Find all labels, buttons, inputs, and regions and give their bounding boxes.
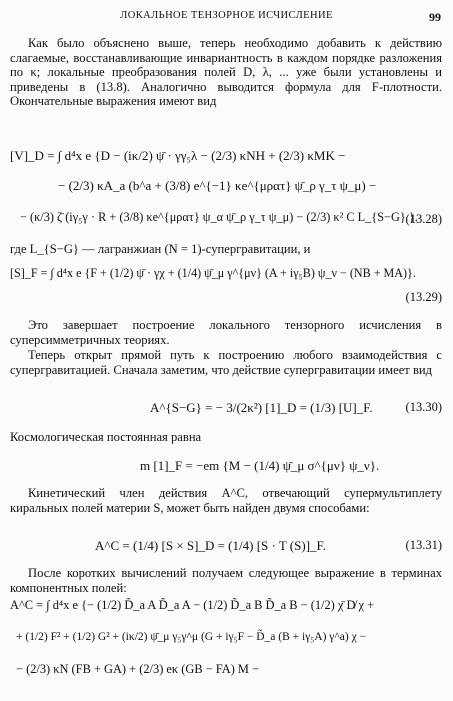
paragraph-text: Космологическая постоянная равна: [10, 430, 202, 444]
equation-line: + (1/2) F² + (1/2) G² + (iκ/2) ψ̄_μ γ₅γ^μ (G + iγ₅F − D̃_a (B + iγ₅A) γ^a) χ −: [16, 631, 367, 643]
paragraph-text: Кинетический член действия A^C, отвечающий супермультиплету киральных полей материи S, может быть найден двумя способами:: [10, 486, 442, 515]
equation-13-28: [10, 148, 442, 238]
equation-number: (13.28): [405, 212, 442, 226]
paragraph-intro: [10, 36, 442, 109]
page-header: [0, 10, 453, 28]
equation-line: − (κ/3) ζ̄ (iγ₅γ · R + (3/8) κe^{μρατ} ψ_α ψ̄_ρ γ_τ ψ_μ) − (2/3) κ² C L_{S−G} }.: [20, 210, 418, 224]
page-number: 99: [429, 10, 441, 24]
equation-line: [S]_F = ∫ d⁴x e {F + (1/2) ψ̄ · γχ + (1/4) ψ̄_μ γ^{μν} (A + iγ₅B) ψ_ν − (NB + MA)}.: [10, 266, 416, 280]
running-head: ЛОКАЛЬНОЕ ТЕНЗОРНОЕ ИСЧИСЛЕНИЕ: [120, 10, 333, 21]
equation-cosmological: [10, 458, 442, 473]
paragraph-components: [10, 566, 442, 595]
equation-line: − (2/3) κA_a (b^a + (3/8) e^{−1} κe^{μρατ} ψ̄_ρ γ_τ ψ_μ) −: [58, 178, 377, 193]
paragraph-text: Теперь открыт прямой путь к построению любого взаимодействия с супергравитацией. Сначала заметим, что действие супергравитации имеет вид: [10, 348, 442, 377]
equation-line: A^C = ∫ d⁴x e {− (1/2) D̃_a A D̃_a A − (1/2) D̃_a B D̃_a B − (1/2) χ̄ D̸ χ +: [10, 598, 375, 612]
equation-number: (13.29): [405, 290, 442, 304]
equation-line: A^C = (1/4) [S × S]_D = (1/4) [S · T (S)]_F.: [95, 538, 326, 553]
equation-final: [10, 598, 442, 692]
paragraph-lagrangian: [10, 242, 442, 257]
paragraph-text: Это завершает построение локального тензорного исчисления в суперсимметричных теориях.: [10, 318, 442, 347]
equation-line: − (2/3) κN (FB + GA) + (2/3) eκ (GB − FA) M −: [16, 662, 260, 676]
paragraph-text: После коротких вычислений получаем следующее выражение в терминах компонентных полей:: [10, 566, 442, 595]
paragraph-text: Как было объяснено выше, теперь необходимо добавить к действию слагаемые, восстанавливающие инвариантность в каждом порядке разложения по κ; локальные преобразования полей D, λ, ... уже были установлены и приведены в (13.8). Аналогично выводится формула для F-плотности. Окончательные выражения имеют вид: [10, 36, 442, 109]
equation-line: [V]_D = ∫ d⁴x e {D − (iκ/2) ψ̄ · γγ₅λ − (2/3) κNH + (2/3) κMK −: [10, 148, 346, 163]
paragraph-kinetic: [10, 486, 442, 515]
equation-number: (13.30): [405, 400, 442, 414]
equation-13-30: [10, 400, 442, 415]
equation-13-31: [10, 538, 442, 553]
equation-line: A^{S−G} = − 3/(2κ²) [1]_D = (1/3) [U]_F.: [150, 400, 373, 415]
equation-number: (13.31): [405, 538, 442, 552]
paragraph-supergravity: [10, 348, 442, 377]
paragraph-text: где L_{S−G} — лагранжиан (N = 1)-супергравитации, и: [10, 242, 311, 256]
equation-13-29: [10, 266, 442, 304]
paragraph-cosmological: [10, 430, 442, 445]
paragraph-conclusion: [10, 318, 442, 347]
equation-line: m [1]_F = −em {M − (1/4) ψ̄_μ σ^{μν} ψ_ν}.: [140, 458, 380, 473]
